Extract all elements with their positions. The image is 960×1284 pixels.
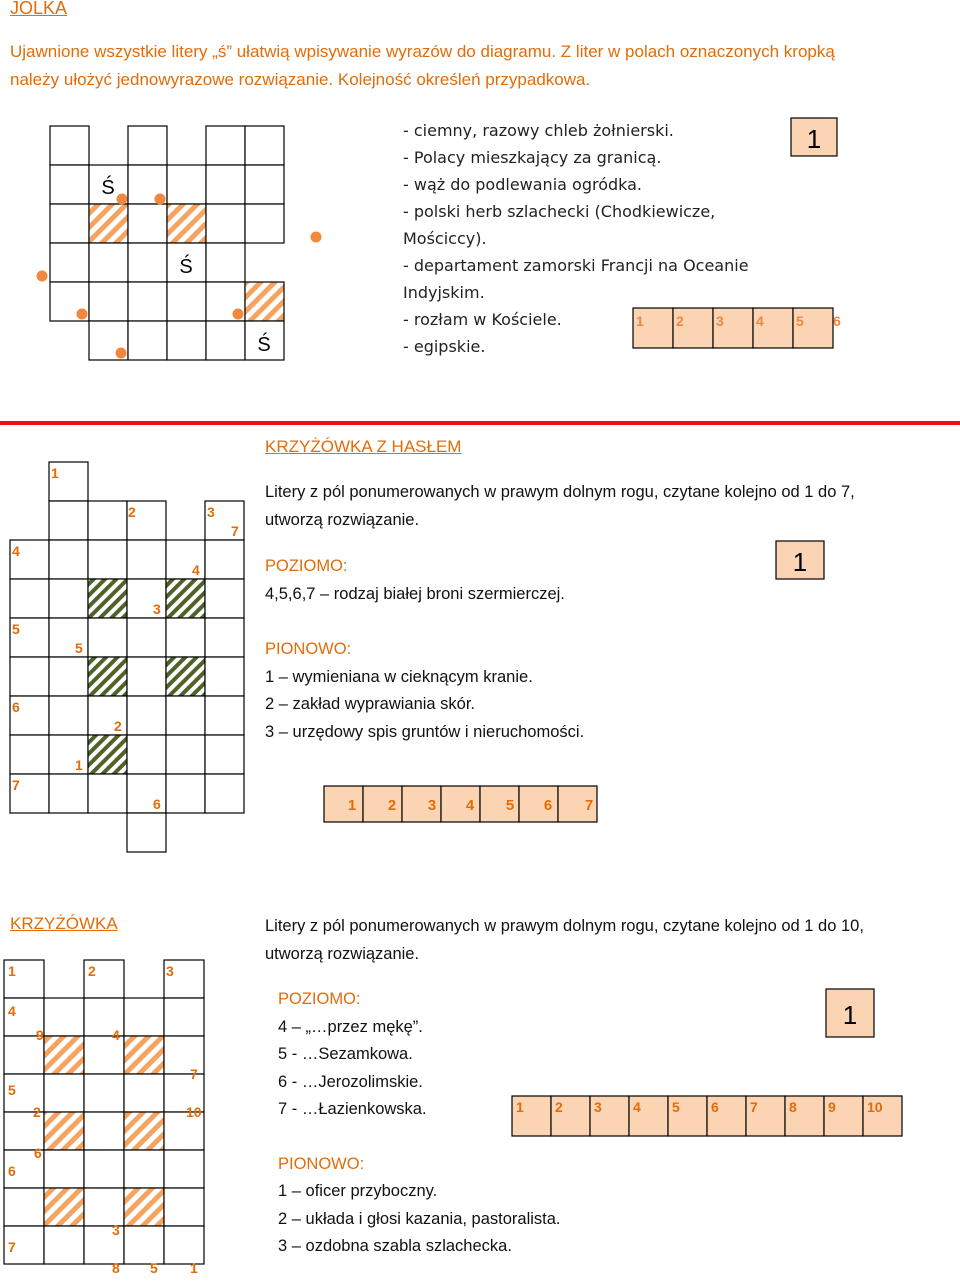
solution-cells — [324, 786, 597, 822]
revealed-letter: Ś — [257, 334, 271, 356]
jolka-grid — [0, 115, 330, 395]
svg-text:1: 1 — [842, 1000, 858, 1030]
start-number: 7 — [8, 1239, 16, 1255]
jolka-col-6 — [245, 126, 284, 360]
clue: 2 – zakład wyprawiania skór. — [265, 695, 476, 713]
haslo-title: KRZYŻÓWKA Z HASŁEM — [265, 437, 462, 456]
solution-number: 1 — [636, 313, 644, 329]
svg-text:1: 1 — [792, 547, 808, 577]
clue: 4 – „…przez mękę”. — [278, 1017, 423, 1036]
key-number: 3 — [153, 601, 161, 617]
key-number: 10 — [186, 1104, 202, 1120]
solution-number: 2 — [676, 313, 684, 329]
start-number: 5 — [8, 1082, 16, 1098]
clue: 6 - …Jerozolimskie. — [278, 1072, 423, 1091]
krzyzowka-answer-badge — [825, 988, 877, 1040]
haslo-grid — [0, 455, 260, 860]
key-number: 6 — [153, 796, 161, 812]
solution-number: 1 — [516, 1099, 524, 1115]
key-number: 3 — [112, 1222, 120, 1238]
clue: - wąż do podlewania ogródka. — [403, 175, 643, 194]
clue: Indyjskim. — [403, 283, 485, 302]
solution-number: 5 — [796, 313, 804, 329]
clue: 2 – układa i głosi kazania, pastoralista. — [278, 1209, 561, 1228]
pionowo-label: PIONOWO: — [278, 1154, 365, 1173]
solution-number: 3 — [427, 797, 437, 814]
clue: 1 – wymieniana w cieknącym kranie. — [265, 667, 533, 686]
krzyzowka-solution-row — [510, 1095, 910, 1139]
key-number: 2 — [114, 718, 122, 734]
start-number: 7 — [12, 777, 20, 793]
solution-number: 8 — [789, 1099, 797, 1115]
start-number: 4 — [12, 543, 20, 559]
key-number: 6 — [34, 1145, 42, 1161]
key-number: 5 — [75, 640, 83, 656]
haslo-col-6 — [205, 501, 244, 813]
start-number: 4 — [8, 1003, 16, 1019]
jolka-intro — [10, 38, 835, 94]
solution-number: 3 — [594, 1099, 602, 1115]
krzyzowka-col-2 — [44, 998, 84, 1264]
solution-number: 7 — [584, 797, 594, 814]
start-number: 1 — [8, 963, 16, 979]
solution-cells — [512, 1096, 902, 1136]
jolka-intro-line-2: należy ułożyć jednowyrazowe rozwiązanie. Kolejność określeń przypadkowa. — [10, 70, 591, 89]
key-number: 5 — [150, 1260, 158, 1276]
krzyzowka-col-4 — [124, 998, 164, 1264]
pionowo-label: PIONOWO: — [265, 640, 352, 658]
start-number: 3 — [166, 963, 174, 979]
clue: 1 – oficer przyboczny. — [278, 1182, 438, 1200]
krzyzowka-description — [265, 913, 864, 968]
krzyzowka-title: KRZYŻÓWKA — [10, 914, 118, 933]
start-number: 6 — [8, 1163, 16, 1179]
key-number: 4 — [112, 1027, 120, 1043]
solution-number: 4 — [756, 313, 764, 329]
clue: Mościccy). — [403, 229, 487, 248]
clue: - polski herb szlachecki (Chodkiewicze, — [403, 202, 716, 221]
solution-number: 5 — [505, 797, 515, 814]
key-number: 9 — [36, 1027, 44, 1043]
description-line: Litery z pól ponumerowanych w prawym dolnym rogu, czytane kolejno od 1 do 7, — [265, 483, 855, 501]
svg-text:1: 1 — [806, 124, 822, 154]
jolka-col-5 — [206, 126, 245, 360]
key-number: 4 — [192, 562, 200, 578]
jolka-solution-row — [632, 307, 847, 351]
jolka-col-1 — [50, 126, 89, 321]
start-number: 2 — [88, 963, 96, 979]
clue: 3 – ozdobna szabla szlachecka. — [278, 1237, 512, 1255]
jolka-title: JOLKA — [10, 0, 68, 18]
clue: 3 – urzędowy spis gruntów i nieruchomości. — [265, 722, 585, 741]
jolka-intro-line-1: Ujawnione wszystkie litery „ś” ułatwią wpisywanie wyrazów do diagramu. Z liter w polach oznaczonych kropką — [10, 42, 835, 61]
solution-number: 9 — [828, 1099, 836, 1115]
section-divider — [0, 421, 960, 425]
solution-number: 6 — [833, 313, 841, 329]
poziomo-label: POZIOMO: — [265, 557, 348, 575]
solution-number: 2 — [387, 797, 397, 814]
solution-number: 2 — [555, 1099, 563, 1115]
key-number: 1 — [190, 1260, 198, 1276]
haslo-clues — [265, 553, 584, 746]
clue: - Polacy mieszkający za granicą. — [403, 148, 662, 167]
haslo-description — [265, 479, 855, 534]
start-number: 3 — [207, 504, 215, 520]
description-line: utworzą rozwiązanie. — [265, 944, 420, 963]
krzyzowka-grid — [0, 955, 215, 1280]
clue: 5 - …Sezamkowa. — [278, 1045, 413, 1063]
revealed-letter: Ś — [101, 177, 115, 199]
key-number: 1 — [75, 757, 83, 773]
haslo-col-5 — [166, 540, 205, 813]
clue: - rozłam w Kościele. — [403, 310, 562, 329]
start-number: 5 — [12, 621, 20, 637]
key-number: 7 — [231, 523, 239, 539]
revealed-letter: Ś — [179, 256, 193, 278]
poziomo-label: POZIOMO: — [278, 990, 361, 1008]
haslo-col-3 — [88, 501, 127, 813]
solution-number: 4 — [465, 797, 475, 814]
solution-number: 4 — [633, 1099, 641, 1115]
start-number: 2 — [128, 504, 136, 520]
solution-number: 10 — [867, 1099, 883, 1115]
solution-number: 7 — [750, 1099, 758, 1115]
haslo-col-1 — [10, 540, 49, 813]
clue: - egipskie. — [403, 337, 486, 356]
jolka-answer-badge — [790, 117, 840, 159]
haslo-solution-row — [323, 785, 603, 825]
clue: 7 - …Łazienkowska. — [278, 1100, 427, 1118]
key-number: 7 — [190, 1066, 198, 1082]
clue: 4,5,6,7 – rodzaj białej broni szermierczej. — [265, 584, 565, 603]
krzyzowka-col-3 — [84, 960, 124, 1264]
solution-number: 6 — [543, 797, 553, 814]
start-number: 1 — [51, 465, 59, 481]
key-number: 2 — [33, 1104, 41, 1120]
haslo-answer-badge — [775, 540, 827, 582]
clue: - departament zamorski Francji na Oceanie — [403, 256, 749, 275]
solution-number: 6 — [711, 1099, 719, 1115]
clue: - ciemny, razowy chleb żołnierski. — [403, 121, 674, 140]
solution-number: 3 — [716, 313, 724, 329]
solution-number: 1 — [347, 797, 357, 814]
description-line: utworzą rozwiązanie. — [265, 510, 420, 529]
key-number: 8 — [112, 1260, 120, 1276]
solution-number: 5 — [672, 1099, 680, 1115]
start-number: 6 — [12, 699, 20, 715]
description-line: Litery z pól ponumerowanych w prawym dolnym rogu, czytane kolejno od 1 do 10, — [265, 917, 864, 935]
jolka-col-3 — [128, 126, 167, 360]
